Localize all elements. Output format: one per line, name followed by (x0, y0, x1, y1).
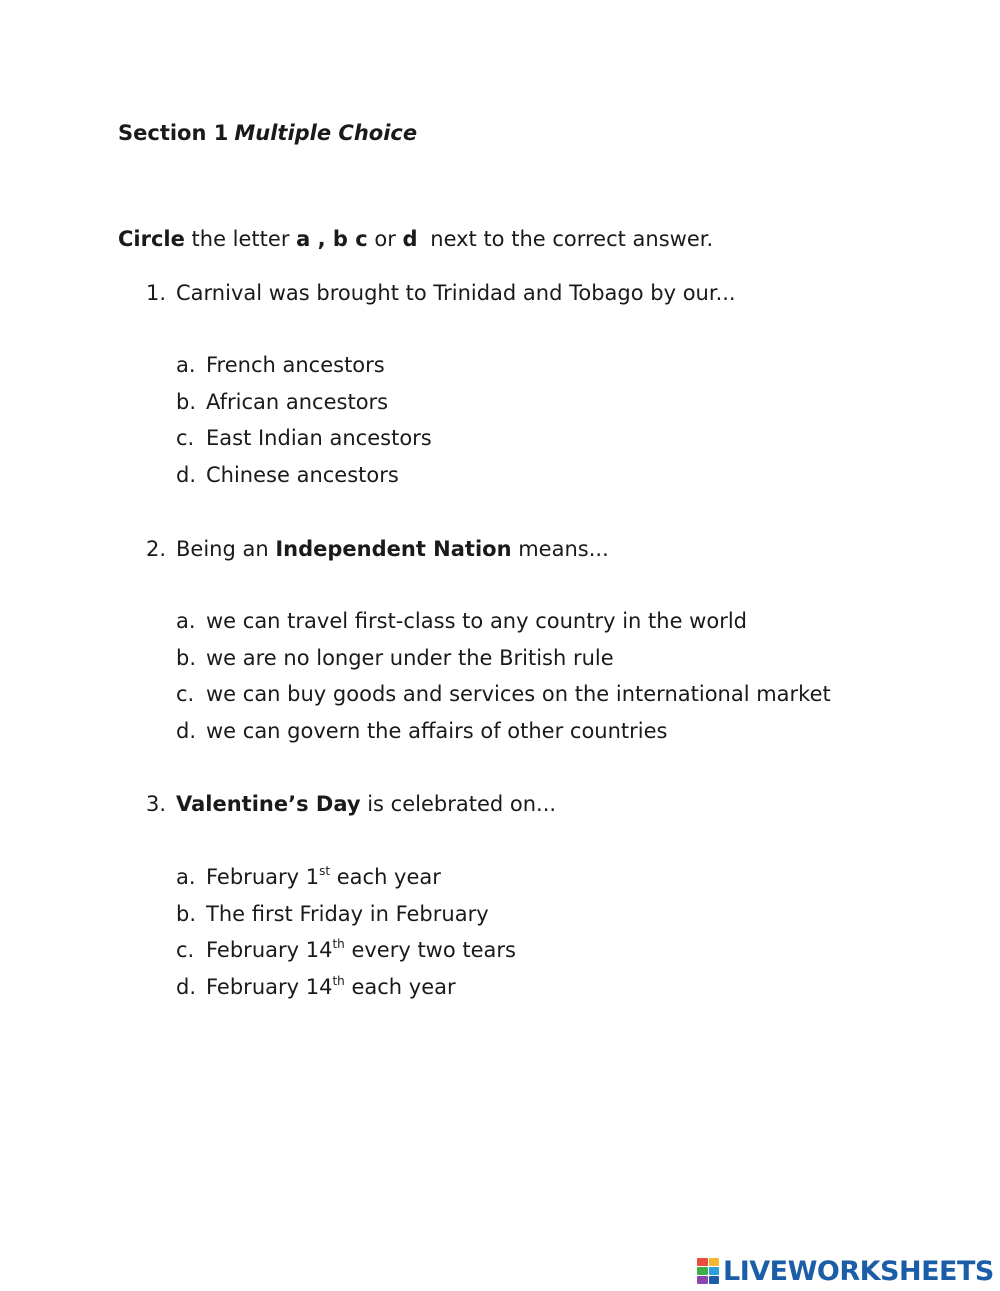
question-1-option-b[interactable] (176, 390, 388, 414)
option-text-pre: February 14 (206, 975, 333, 999)
option-text-post: every two tears (344, 938, 516, 962)
question-1-option-c[interactable] (176, 426, 432, 450)
question-text-bold: Valentine’s Day (176, 792, 361, 816)
question-number: 3. (146, 792, 167, 816)
liveworksheets-logo-icon (697, 1258, 719, 1284)
section-subtitle: Multiple Choice (234, 121, 418, 145)
option-letter: a. (176, 865, 196, 889)
liveworksheets-logo-text: LIVEWORKSHEETS (723, 1255, 994, 1287)
question-1 (146, 281, 736, 305)
instruction-text-3: next to the correct answer. (423, 227, 714, 251)
option-ordinal-suffix: th (332, 937, 345, 951)
option-text-pre: February 14 (206, 938, 333, 962)
option-letter: a. (176, 353, 196, 377)
option-text: Chinese ancestors (206, 463, 399, 487)
instruction-text-1: the letter (184, 227, 297, 251)
question-2-option-a[interactable] (176, 609, 747, 633)
instruction-letters-2: d (402, 227, 418, 251)
question-text-post: is celebrated on... (360, 792, 557, 816)
liveworksheets-logo (697, 1255, 994, 1287)
question-text-pre: Being an (176, 537, 276, 561)
instruction-letters-1: a , b c (296, 227, 368, 251)
instruction-lead: Circle (118, 227, 185, 251)
option-letter: d. (176, 975, 197, 999)
question-2 (146, 537, 609, 561)
question-text-bold: Independent Nation (275, 537, 512, 561)
question-text-post: means... (511, 537, 609, 561)
option-text: we are no longer under the British rule (206, 646, 614, 670)
question-1-option-d[interactable] (176, 463, 399, 487)
question-number: 2. (146, 537, 167, 561)
option-text: we can govern the affairs of other countries (206, 719, 668, 743)
option-text: African ancestors (206, 390, 389, 414)
question-3 (146, 792, 556, 816)
question-3-option-d[interactable] (176, 975, 456, 999)
option-letter: b. (176, 646, 197, 670)
option-letter: c. (176, 682, 195, 706)
option-text: we can buy goods and services on the international market (206, 682, 831, 706)
question-2-option-c[interactable] (176, 682, 831, 706)
option-text: we can travel first-class to any country in the world (206, 609, 747, 633)
option-letter: c. (176, 426, 195, 450)
question-text: Carnival was brought to Trinidad and Tobago by our... (176, 281, 736, 305)
option-text: French ancestors (206, 353, 385, 377)
option-text-pre: February 1 (206, 865, 320, 889)
option-letter: a. (176, 609, 196, 633)
instruction-text-2: or (367, 227, 403, 251)
option-text-post: each year (330, 865, 441, 889)
option-letter: c. (176, 938, 195, 962)
question-3-option-c[interactable] (176, 938, 516, 962)
option-text: East Indian ancestors (206, 426, 432, 450)
option-text: The first Friday in February (206, 902, 489, 926)
option-letter: b. (176, 390, 197, 414)
option-letter: b. (176, 902, 197, 926)
section-title (118, 121, 417, 145)
option-letter: d. (176, 719, 197, 743)
question-3-option-a[interactable] (176, 865, 441, 889)
question-1-option-a[interactable] (176, 353, 385, 377)
option-ordinal-suffix: st (319, 864, 331, 878)
question-2-option-b[interactable] (176, 646, 614, 670)
option-text-post: each year (344, 975, 456, 999)
question-3-option-b[interactable] (176, 902, 489, 926)
question-2-option-d[interactable] (176, 719, 668, 743)
question-number: 1. (146, 281, 167, 305)
instruction (118, 227, 713, 251)
section-label: Section 1 (118, 121, 229, 145)
option-letter: d. (176, 463, 197, 487)
option-ordinal-suffix: th (332, 974, 345, 988)
